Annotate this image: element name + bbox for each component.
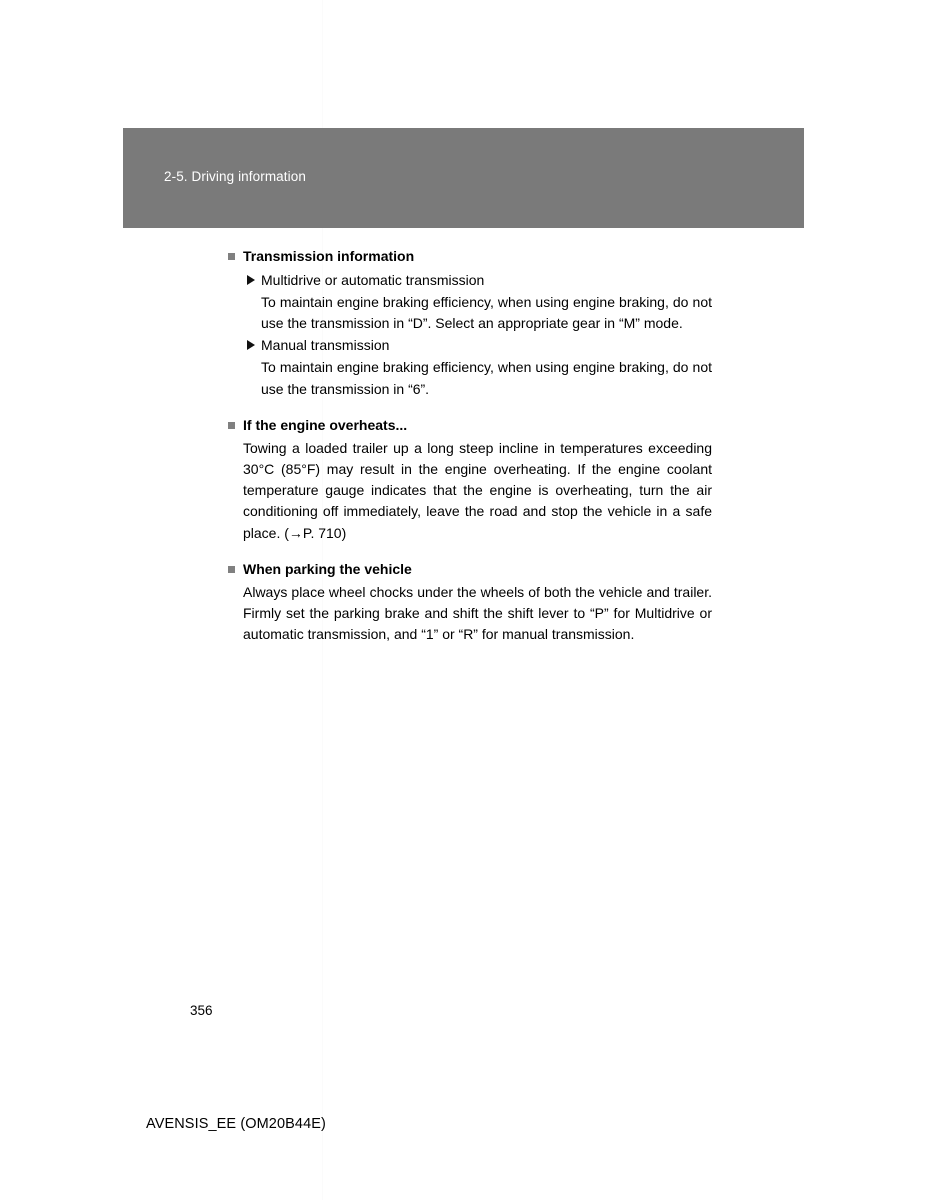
square-bullet-icon xyxy=(228,566,235,573)
section-body-text: Always place wheel chocks under the wheels of both the vehicle and trailer. Firmly set the parking brake and shift the shift lever to “P” for Multidrive or automatic transmission, and “1” or “R” for manual transmission. xyxy=(243,583,712,643)
document-footer-id: AVENSIS_EE (OM20B44E) xyxy=(146,1116,326,1132)
section-body-text: Towing a loaded trailer up a long steep incline in temperatures exceeding 30°C (85°F) may result in the engine overheating. If the engine coolant temperature gauge indicates that the engine is overheating, turn the air conditioning off immediately, leave the road and stop the vehicle in a safe place. (→P. 710) xyxy=(243,439,712,541)
subsection-manual-transmission xyxy=(228,334,712,399)
square-bullet-icon xyxy=(228,422,235,429)
subsection-heading xyxy=(261,269,712,292)
subsection-body-text: To maintain engine braking efficiency, when using engine braking, do not use the transmission in “6”. xyxy=(261,359,712,397)
section-heading xyxy=(228,559,712,580)
chapter-label: 2-5. Driving information xyxy=(164,169,306,184)
square-bullet-icon xyxy=(228,253,235,260)
subsection-multidrive-automatic xyxy=(228,269,712,334)
section-when-parking-vehicle xyxy=(228,559,712,646)
section-heading xyxy=(228,415,712,436)
subsection-heading-text: Multidrive or automatic transmission xyxy=(261,272,485,288)
triangle-bullet-icon xyxy=(247,340,255,350)
section-engine-overheats xyxy=(228,415,712,544)
content-column xyxy=(228,246,712,645)
subsection-heading-text: Manual transmission xyxy=(261,337,390,354)
section-heading-text: Transmission information xyxy=(243,248,415,264)
section-heading-text: When parking the vehicle xyxy=(243,560,412,577)
section-heading-text: If the engine overheats... xyxy=(243,416,408,433)
subsection-heading xyxy=(261,334,712,357)
chapter-banner xyxy=(123,128,804,228)
page-number: 356 xyxy=(190,1003,213,1018)
section-transmission-information xyxy=(228,246,712,400)
subsection-body-text: To maintain engine braking efficiency, when using engine braking, do not use the transmission in “D”. Select an appropriate gear in “M” mode. xyxy=(261,294,712,332)
triangle-bullet-icon xyxy=(247,275,255,285)
section-heading xyxy=(228,246,712,267)
